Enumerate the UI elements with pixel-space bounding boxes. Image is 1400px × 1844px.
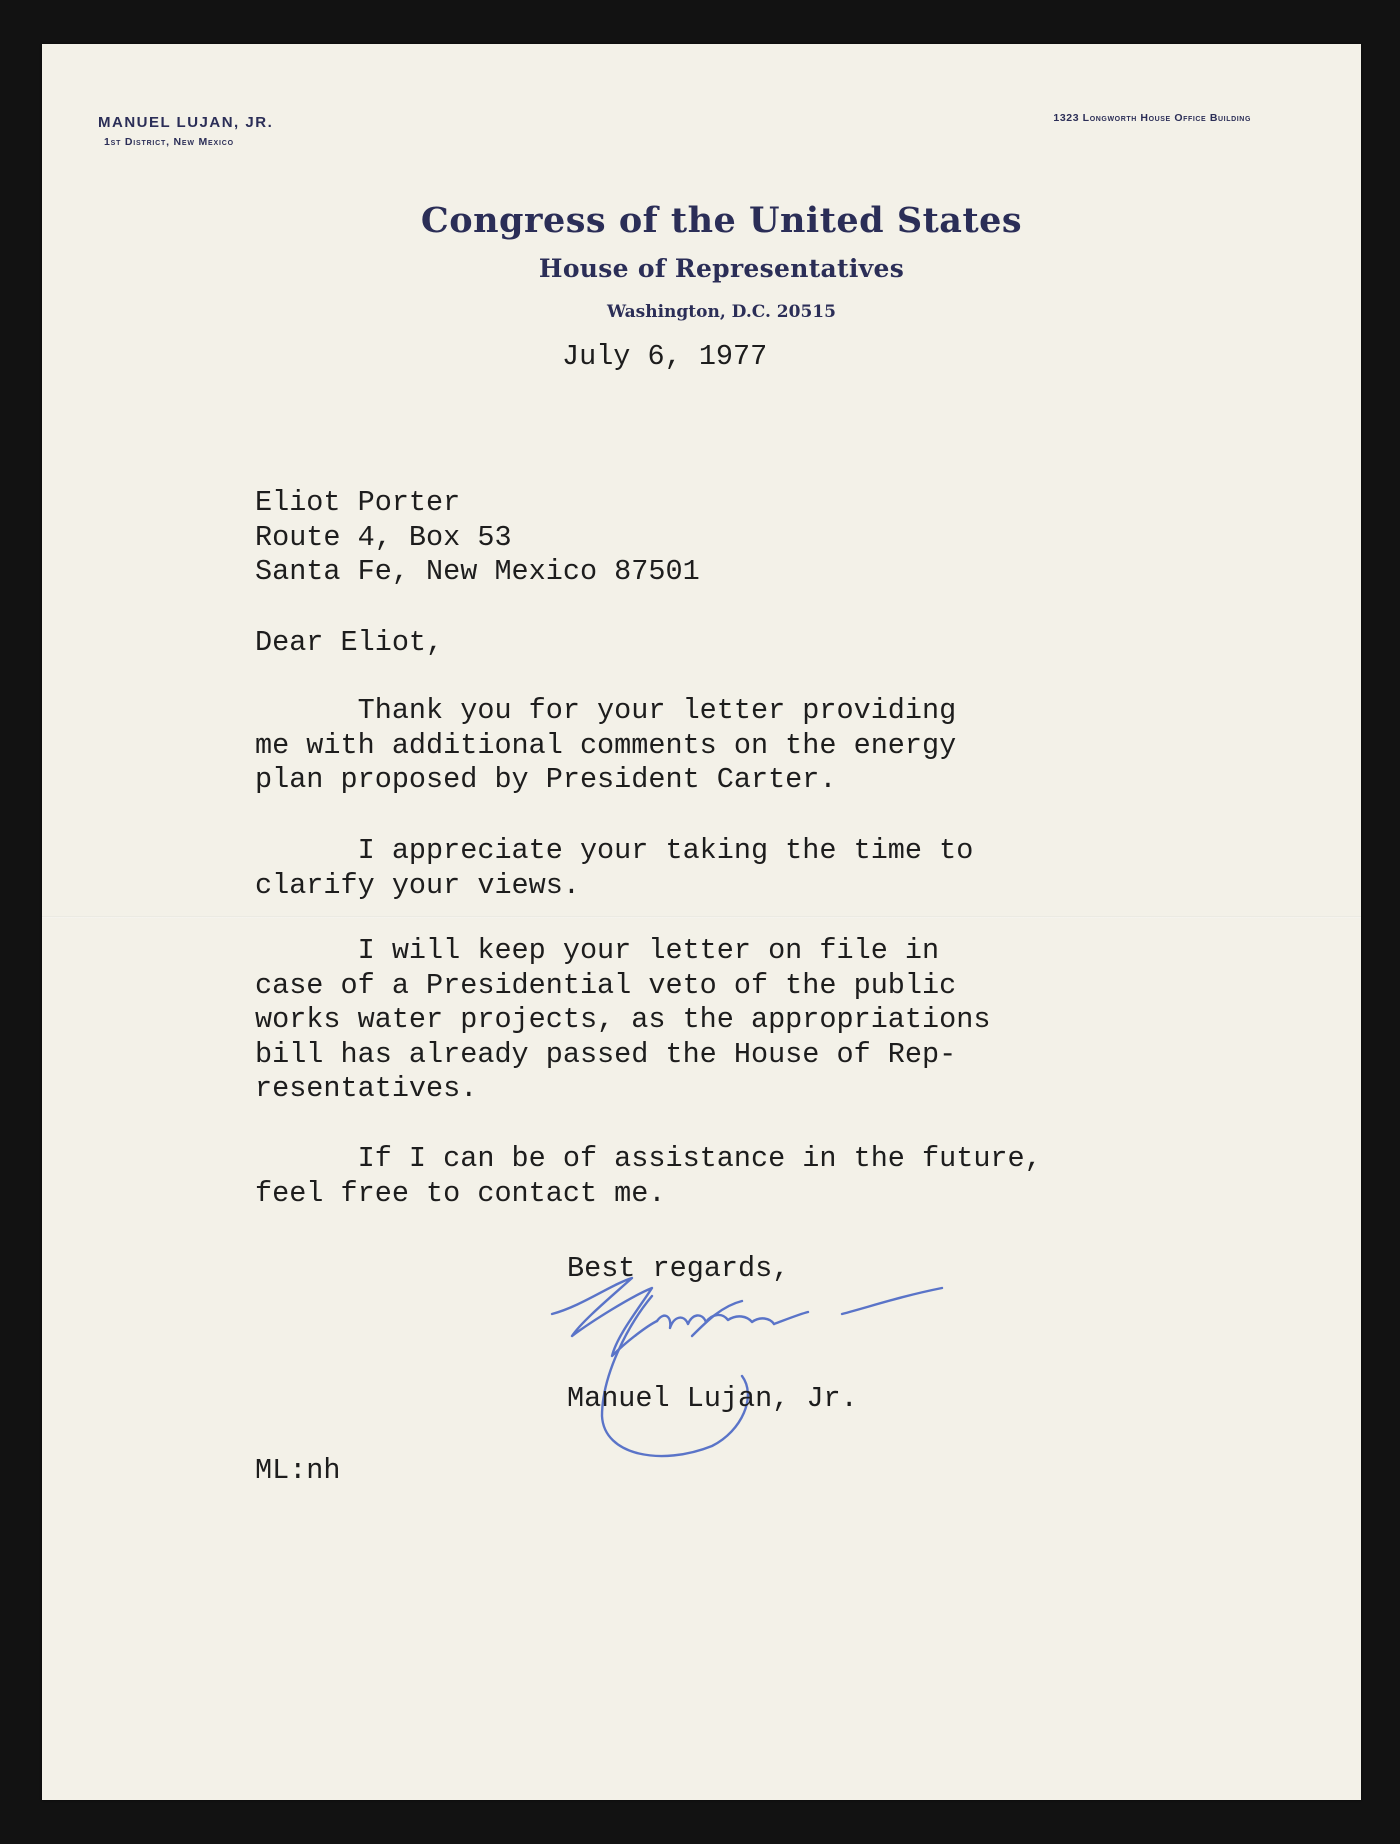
sender-name: MANUEL LUJAN, JR. (98, 114, 274, 131)
recipient-line: Eliot Porter (255, 486, 461, 519)
recipient-address (255, 486, 700, 590)
letterhead-sender (98, 114, 273, 148)
body-paragraph: I will keep your letter on file in case of a Presidential veto of the public works water projects, as the appropriations bill has already passed the House of Rep- resentatives. (255, 934, 991, 1105)
fold-line (42, 916, 1361, 918)
sender-district: 1st District, New Mexico (104, 136, 234, 148)
recipient-line: Santa Fe, New Mexico 87501 (255, 555, 700, 588)
letterhead-house: House of Representatives (538, 254, 905, 283)
office-address: 1323 Longworth House Office Building (1053, 112, 1251, 124)
recipient-line: Route 4, Box 53 (255, 520, 512, 554)
body-paragraph: If I can be of assistance in the future, feel free to contact me. (255, 1142, 1042, 1210)
signature-name: Manuel Lujan, Jr. (567, 1382, 858, 1415)
handwritten-signature (542, 1266, 962, 1476)
letter-date: July 6, 1977 (562, 340, 768, 373)
closing: Best regards, (567, 1252, 790, 1285)
body-paragraph: I appreciate your taking the time to clarify your views. (255, 834, 974, 902)
letter-page (42, 44, 1361, 1800)
body-paragraph: Thank you for your letter providing me with additional comments on the energy plan proposed by President Carter. (255, 694, 957, 796)
letterhead-city: Washington, D.C. 20515 (607, 302, 836, 322)
letterhead-congress: Congress of the United States (420, 200, 1023, 241)
salutation: Dear Eliot, (255, 626, 444, 659)
typist-initials: ML:nh (255, 1454, 341, 1487)
